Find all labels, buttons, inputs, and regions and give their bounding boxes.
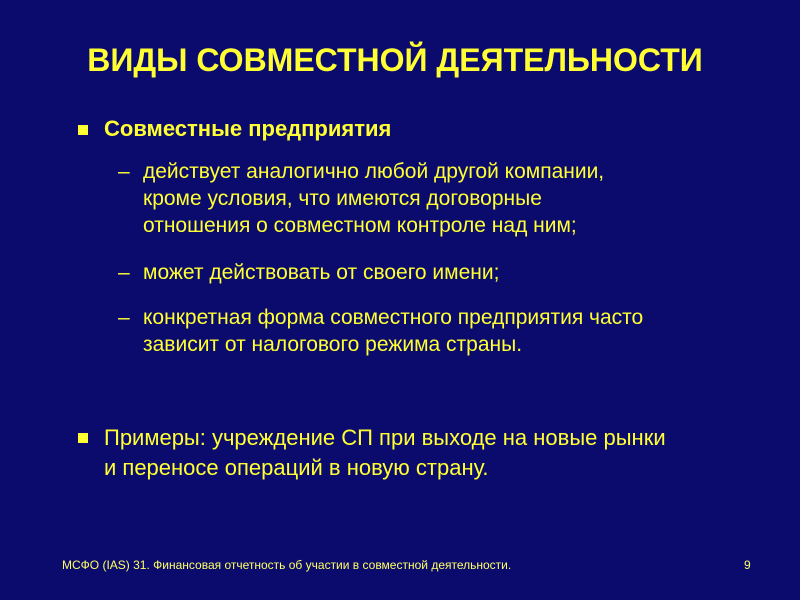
slide-title: ВИДЫ СОВМЕСТНОЙ ДЕЯТЕЛЬНОСТИ bbox=[87, 42, 703, 78]
dash-bullet: – bbox=[118, 160, 130, 183]
bullet-label: Совместные предприятия bbox=[104, 116, 392, 141]
page-number: 9 bbox=[744, 558, 751, 572]
dash-bullet: – bbox=[118, 261, 130, 284]
bullet-label: Примеры: учреждение СП при выходе на новые рынки и переносе операций в новую страну. bbox=[104, 425, 666, 480]
sub-item-text: действует аналогично любой другой компании, кроме условия, что имеются договорные отношения о совместном контроле над ним; bbox=[143, 160, 605, 237]
square-bullet-icon bbox=[78, 125, 88, 135]
dash-bullet: – bbox=[118, 306, 130, 329]
sub-item-text: конкретная форма совместного предприятия часто зависит от налогового режима страны. bbox=[143, 306, 644, 356]
sub-item-text: может действовать от своего имени; bbox=[143, 261, 500, 284]
slide-footer: МСФО (IAS) 31. Финансовая отчетность об участии в совместной деятельности. bbox=[62, 558, 512, 572]
square-bullet-icon bbox=[78, 433, 88, 443]
